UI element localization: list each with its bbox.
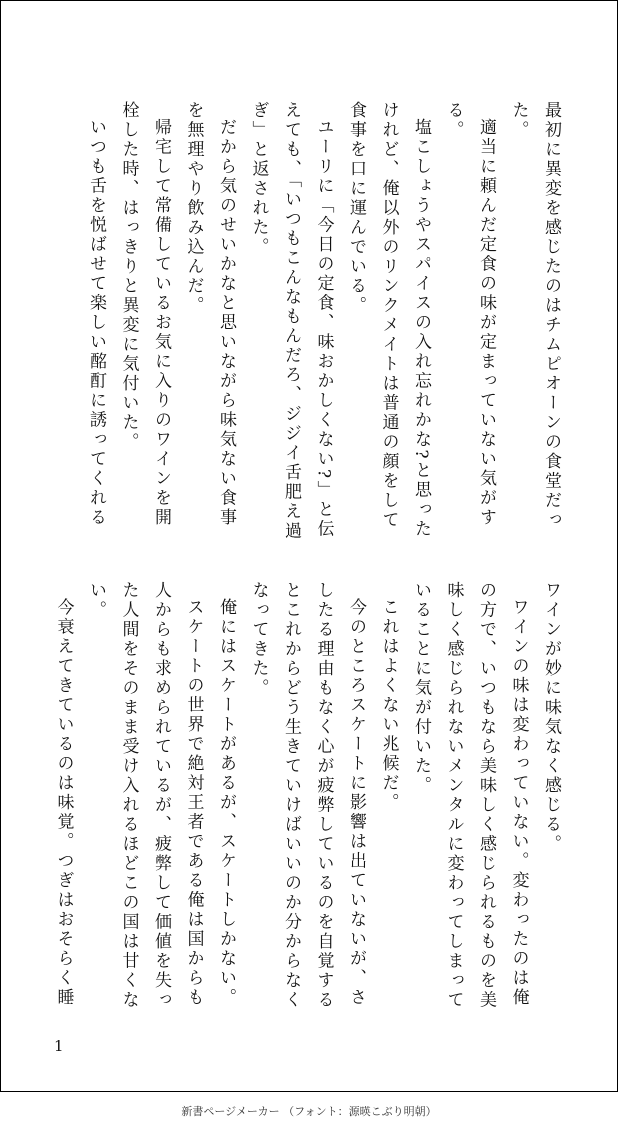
paragraph: ワインが妙に味気なく感じる。	[541, 581, 561, 854]
footer-credit: 新書ページメーカー （フォント：源暎こぶり明朝）	[181, 1105, 437, 1118]
paragraph: 今衰えてきているのは味覚。つぎはおそらく睡	[53, 598, 74, 1008]
paragraph: 適当に頼んだ定食の味が定まっていない気がする。	[443, 101, 496, 528]
paragraph: これはよくない兆候だ。	[378, 598, 399, 813]
paragraph: ワインの味は変わっていない。変わったのは俺の方で、いつもなら美味しく感じられるものを美味しく感じられないメンタルに変わってしまっていることに気が付いた。	[411, 581, 529, 1010]
paragraph: 今のところスケートに影響は出ていないが、さしたる理由もなく心が疲弊しているのを自覚するとこれからどう生きていけばいいのか分からなくなってきた。	[248, 581, 366, 1010]
paragraph: いつも舌を悦ばせて楽しい酩酊に誘ってくれる	[86, 118, 106, 528]
paragraph: スケートの世界で絶対王者である俺は国からも人からも求められているが、疲弊して価値を失った人間をそのまま受け入れるほどこの国は甘くない。	[86, 581, 204, 1010]
paragraph: 帰宅して常備しているお気に入りのワインを開栓した時、はっきりと異変に気付いた。	[118, 101, 171, 528]
paragraph: だから気のせいかなと思いながら味気ない食事を無理やり飲み込んだ。	[183, 101, 236, 528]
paragraph: 俺にはスケートがあるが、スケートしかない。	[216, 598, 236, 1008]
paragraph: 塩こしょうやスパイスの入れ忘れかな?と思ったけれど、俺以外のリンクメイトは普通の顔をして食事を口に運んでいる。	[346, 101, 431, 540]
lower-text-block	[51, 581, 567, 1021]
page-number: 1	[54, 1037, 64, 1055]
paragraph: ユーリに「今日の定食、味おかしくない?」と伝えても、「いつもこんなもんだろ、ジジイ舌肥え過ぎ」と返された。	[248, 101, 334, 541]
paragraph: 最初に異変を感じたのはチムピオーンの食堂だった。	[508, 101, 561, 530]
upper-text-block	[51, 101, 567, 541]
